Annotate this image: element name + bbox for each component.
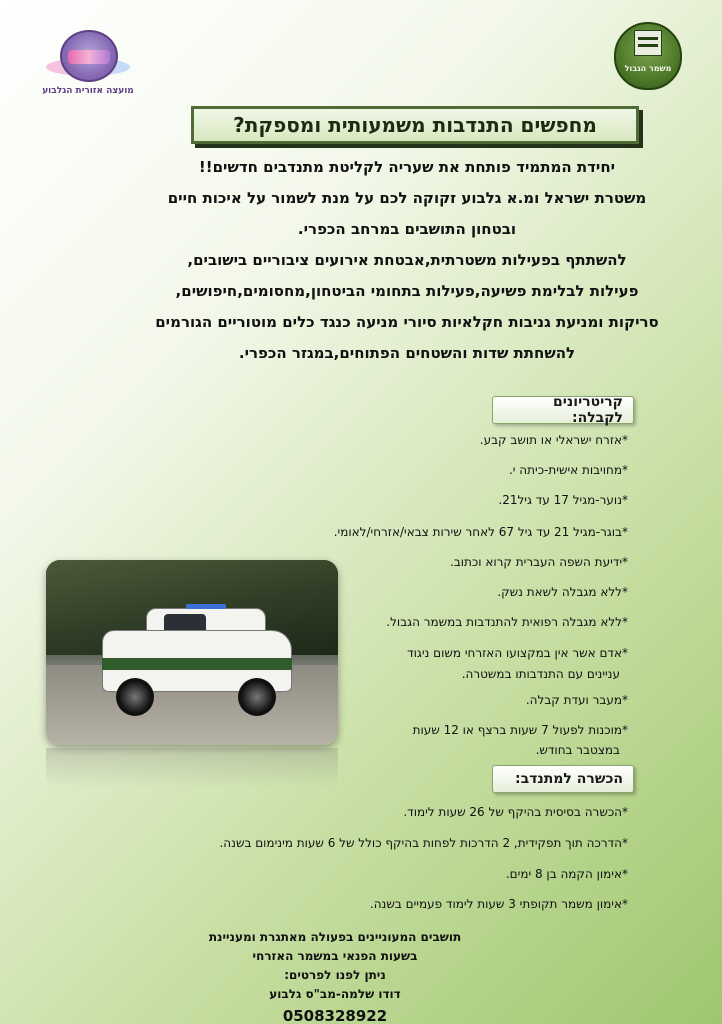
intro-line: ובטחון התושבים במרחב הכפרי. — [297, 220, 517, 238]
council-logo-caption: מועצה אזורית הגלבוע — [42, 86, 134, 96]
intro-line: פעילות לבלימת פשיעה,פעילות בתחומי הביטחון,מחסומים,חיפושים, — [175, 282, 639, 300]
footer-line: ניתן לפנו לפרטים: — [284, 968, 386, 982]
contact-footer — [200, 928, 470, 1024]
watchtower-icon — [634, 30, 662, 56]
intro-line: יחידת המתמיד פותחת את שעריה לקליטת מתנדבים חדשים!! — [198, 158, 616, 176]
vehicle-stripe — [102, 658, 292, 670]
list-item: *נוער-מגיל 17 עד גיל21. — [498, 493, 628, 507]
list-item: *מחויבות אישית-כיתה י. — [508, 463, 628, 477]
footer-line: בשעות הפנאי במשמר האזרחי — [252, 949, 418, 963]
footer-line: דודו שלמה-מב"ס גלבוע — [269, 987, 401, 1001]
vehicle-wheel — [238, 678, 276, 716]
vehicle-wheel — [116, 678, 154, 716]
border-police-label: משמר הגבול — [624, 64, 672, 73]
list-item: *ידיעת השפה העברית קרוא וכתוב. — [450, 555, 628, 569]
list-item: *אימון הקמה בן 8 ימים. — [505, 867, 628, 881]
intro-line: סריקות ומניעת גניבות חקלאיות סיורי מניעה כנגד כלים מוטוריים הגורמים — [155, 313, 659, 331]
list-item: במצטבר בחודש. — [535, 743, 620, 757]
border-police-vehicle-photo — [46, 560, 338, 745]
page-title: מחפשים התנדבות משמעותית ומספקת? — [233, 113, 597, 137]
list-item: *ללא מגבלה רפואית להתנדבות במשמר הגבול. — [386, 615, 628, 629]
intro-line: להשחתת שדות והשטחים הפתוחים,במגזר הכפרי. — [238, 344, 576, 362]
intro-line: משטרת ישראל ומ.א גלבוע זקוקה לכם על מנת לשמור על איכות חיים — [167, 189, 647, 207]
gilboa-council-logo — [42, 28, 134, 100]
footer-line: תושבים המעוניינים בפעולה מאתגרת ומעניינת — [208, 930, 462, 944]
title-banner — [191, 106, 639, 144]
list-item: *אימון משמר תקופתי 3 שעות לימוד פעמיים בשנה. — [369, 897, 628, 911]
list-item: *אדם אשר אין במקצועו האזרחי משום ניגוד — [407, 646, 628, 660]
list-item: *מוכנות לפעול 7 שעות ברצף או 12 שעות — [412, 723, 628, 737]
intro-text — [128, 152, 686, 369]
council-emblem-icon — [60, 30, 118, 82]
list-item: *אזרח ישראלי או תושב קבע. — [479, 433, 628, 447]
list-item: *הדרכה תוך תפקידית, 2 הדרכות לפחות בהיקף כולל של 6 שעות מינימום בשנה. — [219, 836, 628, 850]
list-item: עניינים עם התנדבותו במשטרה. — [461, 667, 620, 681]
list-item: *ללא מגבלה לשאת נשק. — [497, 585, 628, 599]
intro-line: להשתתף בפעילות משטרתית,אבטחת אירועים ציבוריים בישובים, — [187, 251, 627, 269]
list-item: *הכשרה בסיסית בהיקף של 26 שעות לימוד. — [403, 805, 628, 819]
border-police-logo — [614, 22, 682, 90]
criteria-header: קריטריונים לקבלה: — [492, 396, 634, 424]
list-item: *בוגר-מגיל 21 עד גיל 67 לאחר שירות צבאי/אזרחי/לאומי. — [333, 525, 628, 539]
training-header: הכשרה למתנדב: — [492, 765, 634, 793]
police-lights — [186, 604, 226, 609]
list-item: *מעבר ועדת קבלה. — [525, 693, 628, 707]
photo-reflection — [46, 748, 338, 788]
contact-phone: 0508328922 — [282, 1007, 388, 1024]
